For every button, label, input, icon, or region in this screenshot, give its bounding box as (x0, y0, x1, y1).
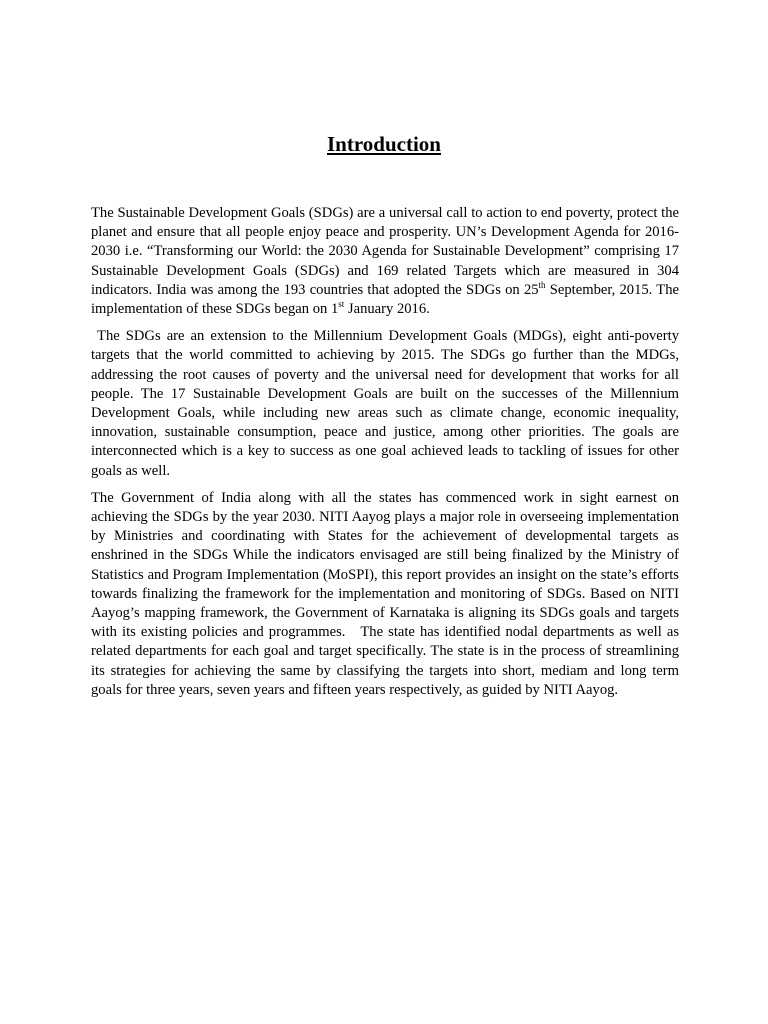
ordinal-suffix-th: th (538, 279, 546, 290)
paragraph-3: The Government of India along with all the states has commenced work in sight earnest on achieving the SDGs by the year 2030. NITI Aayog plays a major role in overseeing implementation by Ministries and coordinating with States for the achievement of developmental targets as enshrined in the SDGs While the indicators envisaged are still being finalized by the Ministry of Statistics and Program Implementation (MoSPI), this report provides an insight on the state’s efforts towards finalizing the framework for the implementation and monitoring of SDGs. Based on NITI Aayog’s mapping framework, the Government of Karnataka is aligning its SDGs goals and targets with its existing policies and programmes. The state has identified nodal departments as well as related departments for each goal and target specifically. The state is in the process of streamlining its strategies for achieving the same by classifying the targets into short, mediam and long term goals for three years, seven years and fifteen years respectively, as guided by NITI Aayog. (91, 489, 683, 698)
paragraph-1 (91, 204, 679, 319)
page-title: Introduction (327, 132, 441, 156)
ordinal-suffix-st: st (338, 299, 345, 310)
paragraph-1-part-1: The Sustainable Development Goals (SDGs) are a universal call to action to end poverty, protect the planet and ensure that all people enjoy peace and prosperity. UN’s Development Agenda for 2016-2030 i.e. “Transforming our World: the 2030 Agenda for Sustainable Development” comprising 17 Sustainable Development Goals (SDGs) and 169 related Targets which are measured in 304 indicators. India was among the 193 countries that adopted the SDGs on 25 (91, 205, 679, 298)
paragraph-2: The SDGs are an extension to the Millennium Development Goals (MDGs), eight anti-poverty targets that the world committed to achieving by 2015. The SDGs go further than the MDGs, addressing the root causes of poverty and the universal need for development that works for all people. The 17 Sustainable Development Goals are built on the successes of the Millennium Development Goals, while including new areas such as climate change, economic inequality, innovation, sustainable consumption, peace and justice, among other priorities. The goals are interconnected which is a key to success as one goal achieved leads to tackling of issues for other goals as well. (91, 328, 683, 479)
document-body (91, 204, 683, 708)
paragraph-1-part-2: September, 2015. The implementation of these SDGs began on 1 (91, 281, 679, 318)
paragraph-1-part-3: January 2016. (344, 301, 430, 318)
